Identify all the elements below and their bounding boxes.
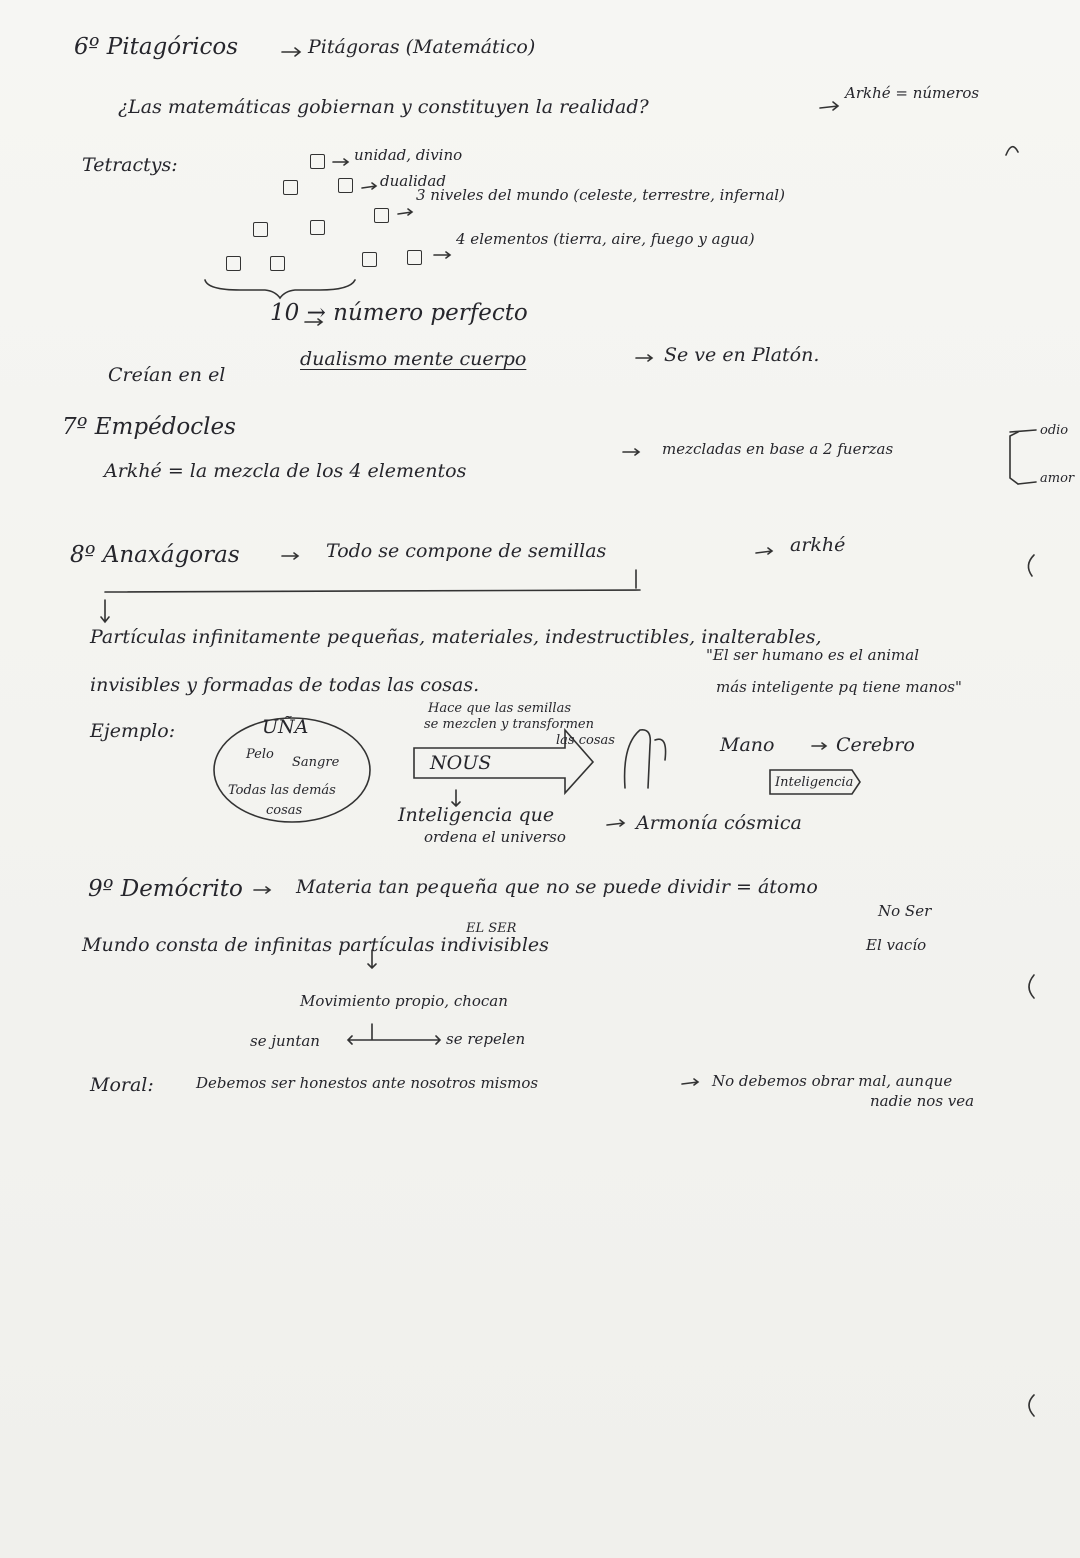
moral-label: Moral:: [90, 1074, 154, 1096]
moral-line-3: nadie nos vea: [870, 1092, 975, 1110]
cerebro-label: Cerebro: [836, 734, 915, 756]
inteligencia-line-1: Inteligencia que: [398, 804, 555, 826]
section-6-subheading: Pitágoras (Matemático): [308, 36, 536, 58]
tetractys-dot: [362, 252, 377, 267]
tetractys-dot: [226, 256, 241, 271]
hace-line-3: las cosas: [556, 733, 615, 748]
tetractys-dot: [270, 256, 285, 271]
tetractys-row-4: 4 elementos (tierra, aire, fuego y agua): [456, 230, 755, 248]
nous-label: NOUS: [430, 752, 492, 774]
todo-semillas: Todo se compone de semillas: [326, 540, 607, 562]
tetractys-dot: [310, 154, 325, 169]
ejemplo-label: Ejemplo:: [90, 720, 176, 742]
tetractys-row-2: dualidad: [380, 172, 446, 190]
moral-line-1: Debemos ser honestos ante nosotros mismos: [196, 1074, 539, 1092]
tetractys-row-3: 3 niveles del mundo (celeste, terrestre, infernal): [416, 186, 785, 204]
tetractys-row-1: unidad, divino: [354, 146, 463, 164]
tetractys-dot: [407, 250, 422, 265]
oval-item-cosas: cosas: [266, 803, 303, 818]
hace-line-2: se mezclen y transformen: [424, 717, 594, 732]
quote-line-2: más inteligente pq tiene manos": [716, 678, 962, 696]
inteligencia-line-2: ordena el universo: [424, 828, 566, 846]
materia-text: Materia tan pequeña que no se puede dividir = átomo: [296, 876, 818, 898]
arkhe-numeros: Arkhé = números: [845, 84, 980, 102]
quote-line-1: "El ser humano es el animal: [706, 646, 920, 664]
force-amor: amor: [1040, 471, 1075, 486]
movimiento-text: Movimiento propio, chocan: [300, 992, 508, 1010]
section-7-heading: 7º Empédocles: [62, 414, 236, 440]
section-6-heading: 6º Pitagóricos: [74, 34, 238, 60]
oval-item-sangre: Sangre: [292, 755, 340, 770]
se-repelen: se repelen: [446, 1030, 526, 1048]
tetractys-dot: [374, 208, 389, 223]
tetractys-label: Tetractys:: [82, 154, 178, 176]
oval-item-todas: Todas las demás: [228, 783, 336, 798]
se-juntan: se juntan: [250, 1032, 320, 1050]
moral-line-2: No debemos obrar mal, aunque: [712, 1072, 953, 1090]
perfect-number: 10 → número perfecto: [270, 300, 528, 326]
dualismo-text: dualismo mente cuerpo: [300, 348, 527, 370]
oval-item-pelo: Pelo: [246, 747, 274, 762]
mano-label: Mano: [720, 734, 775, 756]
section-9-heading: 9º Demócrito: [88, 876, 243, 902]
oval-item-una: UÑA: [262, 716, 309, 738]
math-question: ¿Las matemáticas gobiernan y constituyen la realidad?: [118, 96, 649, 118]
tetractys-dot: [338, 178, 353, 193]
section-8-heading: 8º Anaxágoras: [70, 542, 240, 568]
hace-line-1: Hace que las semillas: [428, 701, 572, 716]
inteligencia-flag-label: Inteligencia: [775, 775, 854, 790]
mezcladas-text: mezcladas en base a 2 fuerzas: [662, 440, 894, 458]
anaxagoras-arkhe: arkhé: [790, 534, 846, 556]
tetractys-dot: [310, 220, 325, 235]
particulas-line-2: invisibles y formadas de todas las cosas.: [90, 674, 480, 696]
el-vacio: El vacío: [866, 936, 927, 954]
armonia-cosmica: Armonía cósmica: [636, 812, 802, 834]
no-ser: No Ser: [878, 902, 932, 920]
force-odio: odio: [1040, 423, 1069, 438]
dualismo-prefix: Creían en el: [108, 364, 226, 386]
tetractys-dot: [253, 222, 268, 237]
platon-note: Se ve en Platón.: [664, 344, 820, 366]
empedocles-arkhe: Arkhé = la mezcla de los 4 elementos: [104, 460, 467, 482]
mundo-text: Mundo consta de infinitas partículas indivisibles: [82, 934, 549, 956]
tetractys-dot: [283, 180, 298, 195]
particulas-line-1: Partículas infinitamente pequeñas, materiales, indestructibles, inalterables,: [90, 626, 822, 648]
el-ser: EL SER: [466, 921, 517, 936]
